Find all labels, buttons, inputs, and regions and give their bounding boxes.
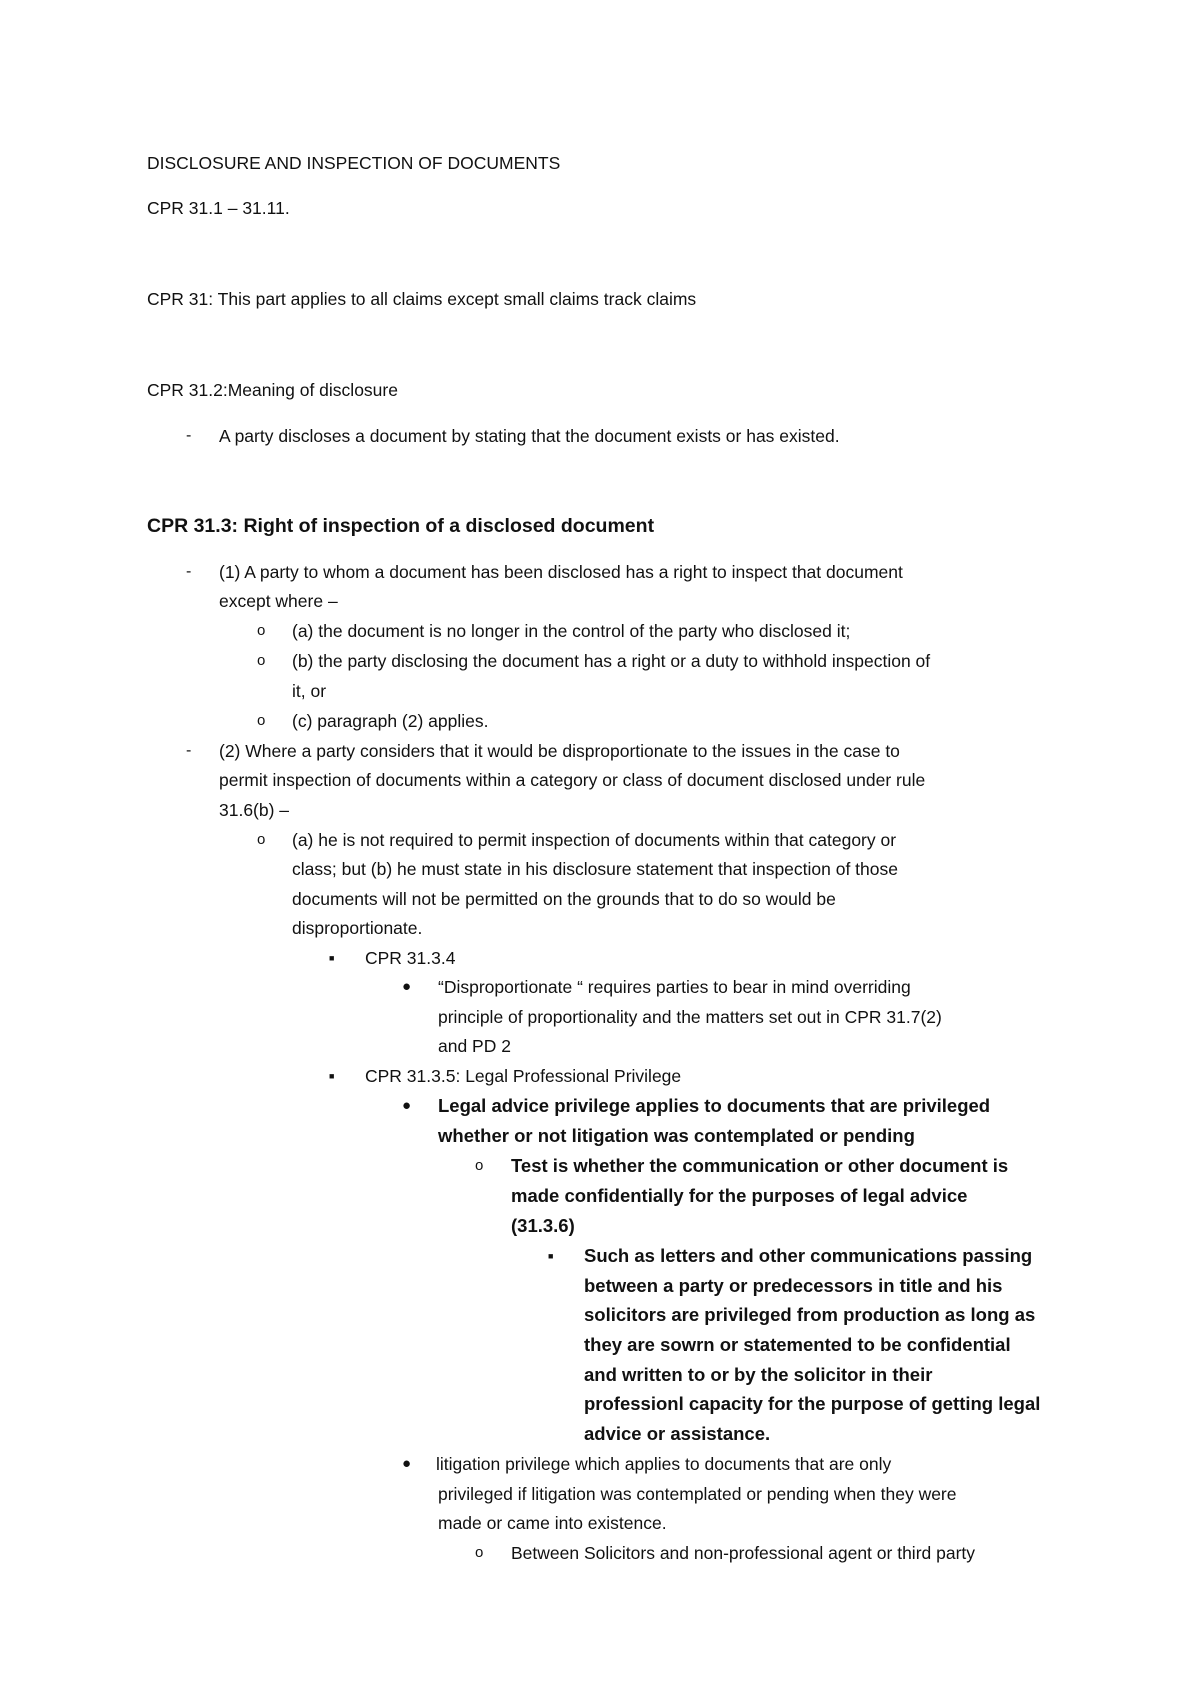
- test-line: (31.3.6): [511, 1215, 575, 1236]
- p2-line: permit inspection of documents within a category or class of document disclosed under rule: [219, 770, 926, 790]
- such-as-line: professionl capacity for the purpose of getting legal: [584, 1393, 1041, 1414]
- p2-line: (2) Where a party considers that it would be disproportionate to the issues in the case to: [219, 741, 900, 761]
- disprop-line: and PD 2: [438, 1036, 511, 1056]
- between-line: Between Solicitors and non-professional agent or third party: [511, 1543, 976, 1563]
- test-line: made confidentially for the purposes of legal advice: [511, 1185, 968, 1206]
- such-as-line: they are sowrn or statemented to be confidential: [584, 1334, 1011, 1355]
- dash-marker: -: [186, 563, 192, 580]
- inspection-heading: CPR 31.3: Right of inspection of a disclosed document: [147, 515, 655, 537]
- circle-marker: o: [257, 652, 266, 669]
- cpr-3134: CPR 31.3.4: [365, 948, 456, 968]
- bullet-marker: ●: [402, 978, 412, 995]
- such-as-line: between a party or predecessors in title and his: [584, 1275, 1003, 1296]
- square-marker: ■: [548, 1251, 554, 1261]
- litigation-line: privileged if litigation was contemplated or pending when they were: [438, 1484, 957, 1504]
- scope-text: CPR 31: This part applies to all claims except small claims track claims: [147, 289, 697, 309]
- square-marker: ■: [329, 953, 335, 963]
- bullet-marker: ●: [402, 1097, 412, 1114]
- legal-advice-line: Legal advice privilege applies to documents that are privileged: [438, 1095, 991, 1116]
- p2-a-line: documents will not be permitted on the grounds that to do so would be: [292, 889, 836, 909]
- p2-line: 31.6(b) –: [219, 800, 290, 820]
- such-as-line: and written to or by the solicitor in their: [584, 1364, 933, 1385]
- cpr-range: CPR 31.1 – 31.11.: [147, 198, 290, 218]
- circle-marker: o: [475, 1544, 484, 1561]
- p2-a-line: disproportionate.: [292, 918, 423, 938]
- p1-a: (a) the document is no longer in the control of the party who disclosed it;: [292, 621, 851, 641]
- disprop-line: “Disproportionate “ requires parties to bear in mind overriding: [438, 977, 911, 997]
- legal-advice-line: whether or not litigation was contemplated or pending: [438, 1125, 915, 1146]
- litigation-line: litigation privilege which applies to documents that are only: [436, 1454, 892, 1474]
- litigation-line: made or came into existence.: [438, 1513, 667, 1533]
- p1-b-line: it, or: [292, 681, 327, 701]
- dash-marker: -: [186, 742, 192, 759]
- bullet-marker: ●: [402, 1455, 412, 1472]
- meaning-heading: CPR 31.2:Meaning of disclosure: [147, 380, 398, 400]
- meaning-item: A party discloses a document by stating that the document exists or has existed.: [219, 426, 840, 446]
- p2-a-line: class; but (b) he must state in his disclosure statement that inspection of those: [292, 859, 898, 879]
- p1-b-line: (b) the party disclosing the document has a right or a duty to withhold inspection of: [292, 651, 931, 671]
- circle-marker: o: [257, 712, 266, 729]
- dash-marker: -: [186, 427, 192, 444]
- such-as-line: Such as letters and other communications passing: [584, 1245, 1033, 1266]
- circle-marker: o: [257, 622, 266, 639]
- cpr-3135: CPR 31.3.5: Legal Professional Privilege: [365, 1066, 682, 1086]
- p1-line: (1) A party to whom a document has been disclosed has a right to inspect that document: [219, 562, 903, 582]
- circle-marker: o: [475, 1157, 484, 1174]
- p1-line: except where –: [219, 591, 338, 611]
- p2-a-line: (a) he is not required to permit inspection of documents within that category or: [292, 830, 897, 850]
- p1-c: (c) paragraph (2) applies.: [292, 711, 489, 731]
- square-marker: ■: [329, 1071, 335, 1081]
- disprop-line: principle of proportionality and the matters set out in CPR 31.7(2): [438, 1007, 942, 1027]
- circle-marker: o: [257, 831, 266, 848]
- such-as-line: solicitors are privileged from production as long as: [584, 1304, 1036, 1325]
- such-as-line: advice or assistance.: [584, 1423, 771, 1444]
- doc-title: DISCLOSURE AND INSPECTION OF DOCUMENTS: [147, 153, 561, 173]
- test-line: Test is whether the communication or other document is: [511, 1155, 1009, 1176]
